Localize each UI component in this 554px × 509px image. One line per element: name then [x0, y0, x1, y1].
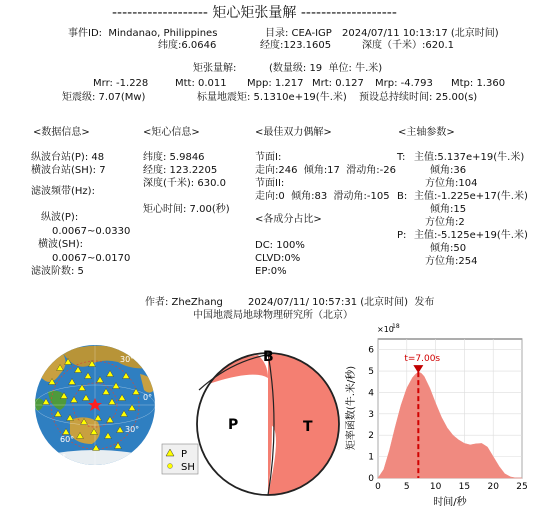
mrp-value: Mrp: -4.793: [375, 78, 433, 89]
sh-filter-band: 0.0067~0.0170: [52, 253, 131, 264]
b-axis-dip: 倾角:15: [430, 204, 467, 215]
lat-label-5: 90°: [52, 453, 67, 462]
chart-exponent-base: ×10: [377, 325, 394, 334]
y-tick-label: 5: [368, 367, 374, 378]
x-axis-label: 时间/秒: [433, 497, 467, 508]
nodal-plane-2-label: 节面II:: [255, 178, 285, 189]
nodal-plane-1-label: 节面I:: [255, 152, 282, 163]
lat-label-2: 0°: [143, 393, 153, 402]
b-axis-value: 主值:-1.225e+17(牛.米): [414, 191, 528, 202]
x-tick-label: 0: [375, 482, 381, 492]
dc-percent: DC: 100%: [255, 240, 305, 251]
y-tick-label: 4: [368, 388, 374, 399]
chart-exponent-power: 18: [392, 323, 400, 330]
b-axis-azimuth: 方位角:2: [425, 217, 465, 228]
centroid-latitude: 纬度: 5.9846: [143, 152, 205, 163]
event-depth: 深度（千米）:620.1: [362, 40, 454, 51]
legend-sh-circle-icon: [168, 464, 173, 469]
mtp-value: Mtp: 1.360: [451, 78, 506, 89]
x-tick-labels: [375, 482, 528, 492]
t-axis-value: 主值:5.137e+19(牛.米): [414, 152, 525, 163]
p-axis-label: P:: [397, 230, 407, 241]
moment-tensor-heading: 矩张量解:: [193, 63, 237, 74]
event-latitude: 纬度:6.0646: [158, 40, 217, 51]
components-heading: <各成分占比>: [255, 214, 322, 225]
moment-rate-chart: [340, 320, 554, 509]
catalog: 目录: CEA-IGP: [265, 28, 332, 39]
focal-mechanism-beachball: [192, 338, 342, 509]
nodal-plane-2: 走向:0 倾角:83 滑动角:-105: [255, 191, 390, 202]
p-axis-azimuth: 方位角:254: [425, 256, 478, 267]
x-tick-label: 10: [429, 482, 442, 492]
scalar-moment: 标量地震矩: 5.1310e+19(牛.米): [197, 92, 347, 103]
centroid-depth: 深度(千米): 630.0: [143, 178, 226, 189]
y-tick-label: 3: [368, 409, 374, 420]
y-tick-label: 0: [368, 474, 374, 484]
event-id: 事件ID: Mindanao, Philippines: [68, 28, 218, 39]
double-couple-heading: <最佳双力偶解>: [255, 127, 332, 138]
station-map: [0, 340, 200, 509]
legend-sh-label: SH: [181, 462, 195, 473]
y-tick-labels: [368, 346, 374, 484]
centroid-longitude: 经度: 123.2205: [143, 165, 218, 176]
p-filter-band: 0.0067~0.0330: [52, 226, 131, 237]
b-axis-marker: B: [263, 349, 274, 365]
x-tick-label: 25: [516, 482, 528, 492]
institute: 中国地震局地球物理研究所（北京）: [193, 310, 353, 321]
sh-filter-label: 横波(SH):: [38, 239, 84, 250]
x-tick-label: 20: [487, 482, 499, 492]
mrt-value: Mrt: 0.127: [312, 78, 364, 89]
lat-label-1: 30°: [120, 355, 135, 364]
t-axis-azimuth: 方位角:104: [425, 178, 478, 189]
filter-band-heading: 滤波频带(Hz):: [31, 186, 95, 197]
sh-station-count: 横波台站(SH): 7: [31, 165, 106, 176]
filter-order: 滤波阶数: 5: [31, 266, 84, 277]
mtt-value: Mtt: 0.011: [175, 78, 227, 89]
t-axis-dip: 倾角:36: [430, 165, 467, 176]
moment-tensor-scale: (数量级: 19 单位: 牛.米): [269, 63, 383, 74]
t-axis-marker: T: [303, 419, 313, 435]
p-station-count: 纵波台站(P): 48: [31, 152, 105, 163]
legend-p-label: P: [181, 449, 188, 460]
b-axis-label: B:: [397, 191, 408, 202]
event-longitude: 经度:123.1605: [260, 40, 332, 51]
ep-percent: EP:0%: [255, 266, 287, 277]
centroid-time-annotation: t=7.00s: [404, 354, 441, 365]
p-filter-label: 纵波(P):: [41, 212, 79, 223]
publish-time: 2024/07/11/ 10:57:31 (北京时间) 发布: [248, 297, 435, 308]
lat-label-4: 60°: [60, 435, 75, 444]
data-info-heading: <数据信息>: [33, 127, 90, 138]
mpp-value: Mpp: 1.217: [247, 78, 304, 89]
centroid-time: 矩心时间: 7.00(秒): [143, 204, 230, 215]
event-time: 2024/07/11 10:13:17 (北京时间): [342, 28, 499, 39]
report-title: ------------------- 矩心矩张量解 -------------------: [112, 5, 397, 21]
t-axis-label: T:: [397, 152, 406, 163]
moment-magnitude: 矩震级: 7.07(Mw): [62, 92, 146, 103]
y-tick-label: 1: [368, 452, 374, 463]
clvd-percent: CLVD:0%: [255, 253, 301, 264]
author: 作者: ZheZhang: [145, 297, 223, 308]
nodal-plane-1: 走向:246 倾角:17 滑动角:-26: [255, 165, 396, 176]
y-axis-label: 矩率函数(牛.米/秒): [346, 365, 357, 451]
y-tick-label: 6: [368, 345, 374, 356]
p-axis-value: 主值:-5.125e+19(牛.米): [414, 230, 528, 241]
p-axis-dip: 倾角:50: [430, 243, 467, 254]
mrr-value: Mrr: -1.228: [93, 78, 149, 89]
y-tick-label: 2: [368, 431, 374, 442]
x-tick-label: 5: [403, 482, 410, 492]
p-axis-marker: P: [228, 417, 239, 433]
principal-axes-heading: <主轴参数>: [398, 127, 455, 138]
x-tick-label: 15: [458, 482, 471, 492]
total-duration: 预设总持续时间: 25.00(s): [359, 92, 478, 103]
lat-label-3: 30°: [125, 425, 140, 434]
centroid-heading: <矩心信息>: [143, 127, 200, 138]
